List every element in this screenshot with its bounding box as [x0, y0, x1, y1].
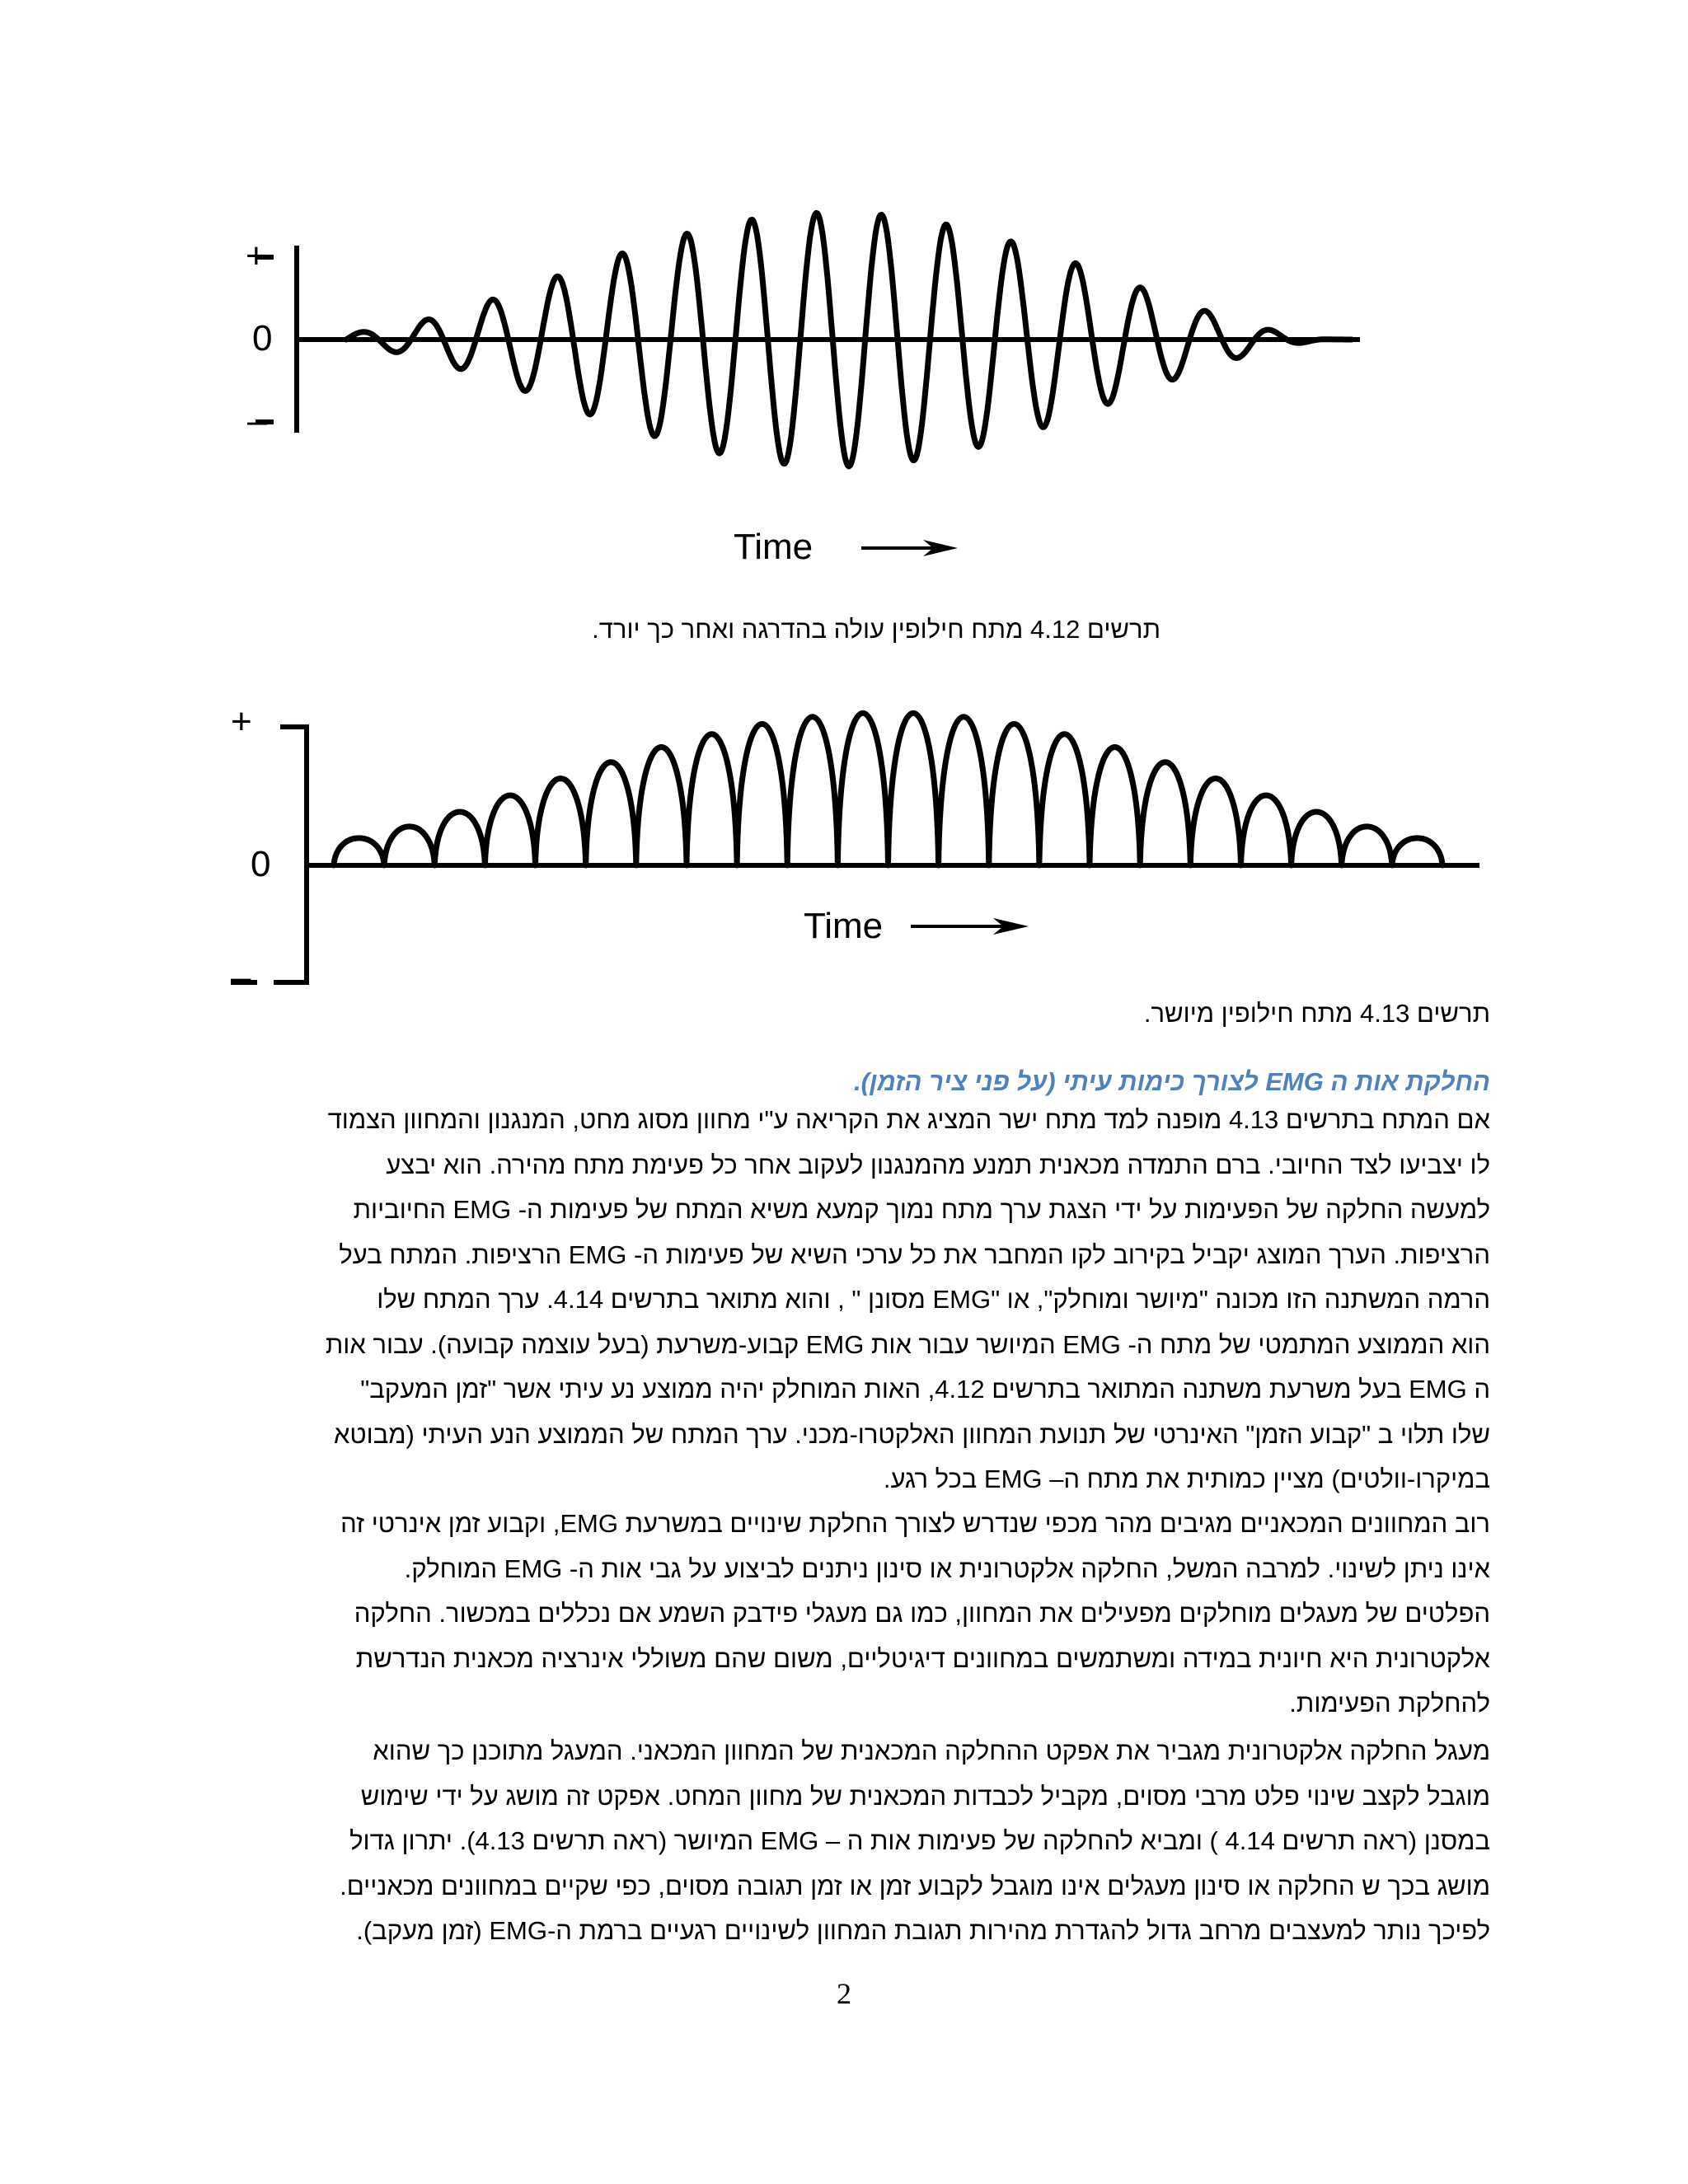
- text-line: במסנן (ראה תרשים 4.14 ) ומביא להחלקה של פעימות אות ה – EMG המיושר (ראה תרשים 4.13). יתרון גדול: [349, 1826, 1490, 1855]
- figure-rectified-emg: [214, 684, 1484, 1014]
- axis-plus-label: +: [231, 701, 252, 742]
- text-line: אם המתח בתרשים 4.13 מופנה למד מתח ישר המציג את הקריאה ע"י מחוון מסוג מחט, המנגנון והמחוון הצמוד: [327, 1105, 1490, 1134]
- axis-zero-label: 0: [252, 318, 273, 359]
- time-arrow-icon: [911, 918, 1029, 935]
- text-line: ה EMG בעל משרעת משתנה המתואר בתרשים 4.12, האות המוחלק יהיה ממוצע נע עיתי אשר "זמן המעקב": [360, 1375, 1490, 1404]
- text-line: הרמה המשתנה הזו מכונה "מיושר ומוחלק", או "EMG מסונן " , והוא מתואר בתרשים 4.14. ערך המתח שלו: [377, 1285, 1490, 1314]
- text-line: מוגבל לקצב שינוי פלט מרבי מסוים, מקביל לכבדות המכאנית של מחוון המחט. אפקט זה מושג על ידי שימוש: [360, 1781, 1490, 1811]
- rectified-emg-waveform: [334, 713, 1442, 865]
- text-line: אלקטרונית היא חיונית במידה ומשתמשים במחוונים דיגיטליים, משום שהם משוללי אינרציה מכאנית הנדרשת: [355, 1643, 1490, 1673]
- text-line: לו יצביעו לצד החיובי. ברם התמדה מכאנית תמנע מהמנגנון לעקוב אחר כל פעימת מתח מהירה. הוא יבצע: [386, 1150, 1490, 1179]
- text-line: רוב המחוונים המכאניים מגיבים מהר מכפי שנדרש לצורך החלקת שינויים במשרעת EMG, וקבוע זמן אינרטי זה: [340, 1509, 1490, 1538]
- paragraph-1: [188, 1098, 1490, 1502]
- axis-minus-label: –: [247, 401, 268, 441]
- axis-plus-label: +: [246, 236, 267, 276]
- time-axis-label: Time: [804, 906, 884, 946]
- text-line: להחלקת הפעימות.: [1289, 1689, 1490, 1718]
- page-number: 2: [837, 1977, 851, 2010]
- text-line: במיקרו-וולטים) מציין כמותית את מתח ה– EMG בכל רגע.: [883, 1465, 1490, 1493]
- axis-zero-label: 0: [251, 844, 271, 884]
- text-line: אינו ניתן לשינוי. למרבה המשל, החלקה אלקטרונית או סינון ניתנים לביצוע על גבי אות ה- EMG המוחלק.: [404, 1554, 1490, 1583]
- text-line: הרציפות. הערך המוצג יקביל בקירוב לקו המחבר את כל ערכי השיא של פעימות ה- EMG הרציפות. המתח בעל: [339, 1240, 1490, 1269]
- axis-minus-label: –: [231, 957, 251, 997]
- text-line: מעגל החלקה אלקטרונית מגביר את אפקט ההחלקה המכאנית של המחוון המכאני. המעגל מתוכנן כך שהוא: [373, 1736, 1490, 1765]
- paragraph-2: [188, 1502, 1490, 1727]
- text-line: הפלטים של מעגלים מוחלקים מפעילים את המחוון, כמו גם מעגלי פידבק השמע אם נכללים במכשור. החלקה: [354, 1599, 1490, 1628]
- time-axis-label: Time: [734, 527, 814, 567]
- figure-raw-emg: [223, 198, 1442, 577]
- figure-4-12-caption: תרשים 4.12 מתח חילופין עולה בהדרגה ואחר כך יורד.: [592, 615, 1160, 644]
- text-line: מושג בכך ש החלקה או סינון מעגלים אינו מוגבל לקבוע זמן או זמן תגובה מסוים, כפי שקיים במחוונים מכאניים.: [340, 1871, 1490, 1900]
- time-arrow-icon: [861, 540, 958, 556]
- y-axis-bracket: [274, 727, 307, 982]
- text-line: למעשה החלקה של הפעימות על ידי הצגת ערך מתח נמוך קמעא משיא המתח של פעימות ה- EMG החיוביות: [353, 1195, 1490, 1224]
- text-line: שלו תלוי ב "קבוע הזמן" האינרטי של תנועת המחוון האלקטרו-מכני. ערך המתח של הממוצע הנע העיתי (מבוטא: [333, 1419, 1490, 1449]
- text-line: לפיכך נותר למעצבים מרחב גדול להגדרת מהירות תגובת המחוון לשינויים רגעיים ברמת ה-EMG (זמן מעקב).: [356, 1916, 1490, 1945]
- paragraph-3: [188, 1729, 1490, 1954]
- figure-4-13-caption: תרשים 4.13 מתח חילופין מיושר.: [1143, 999, 1490, 1028]
- text-line: הוא הממוצע המתמטי של מתח ה- EMG המיושר עבור אות EMG קבוע-משרעת (בעל עוצמה קבועה). עבור אות: [325, 1329, 1490, 1359]
- section-heading: החלקת אות ה EMG לצורך כימות עיתי (על פני ציר הזמן).: [854, 1067, 1490, 1096]
